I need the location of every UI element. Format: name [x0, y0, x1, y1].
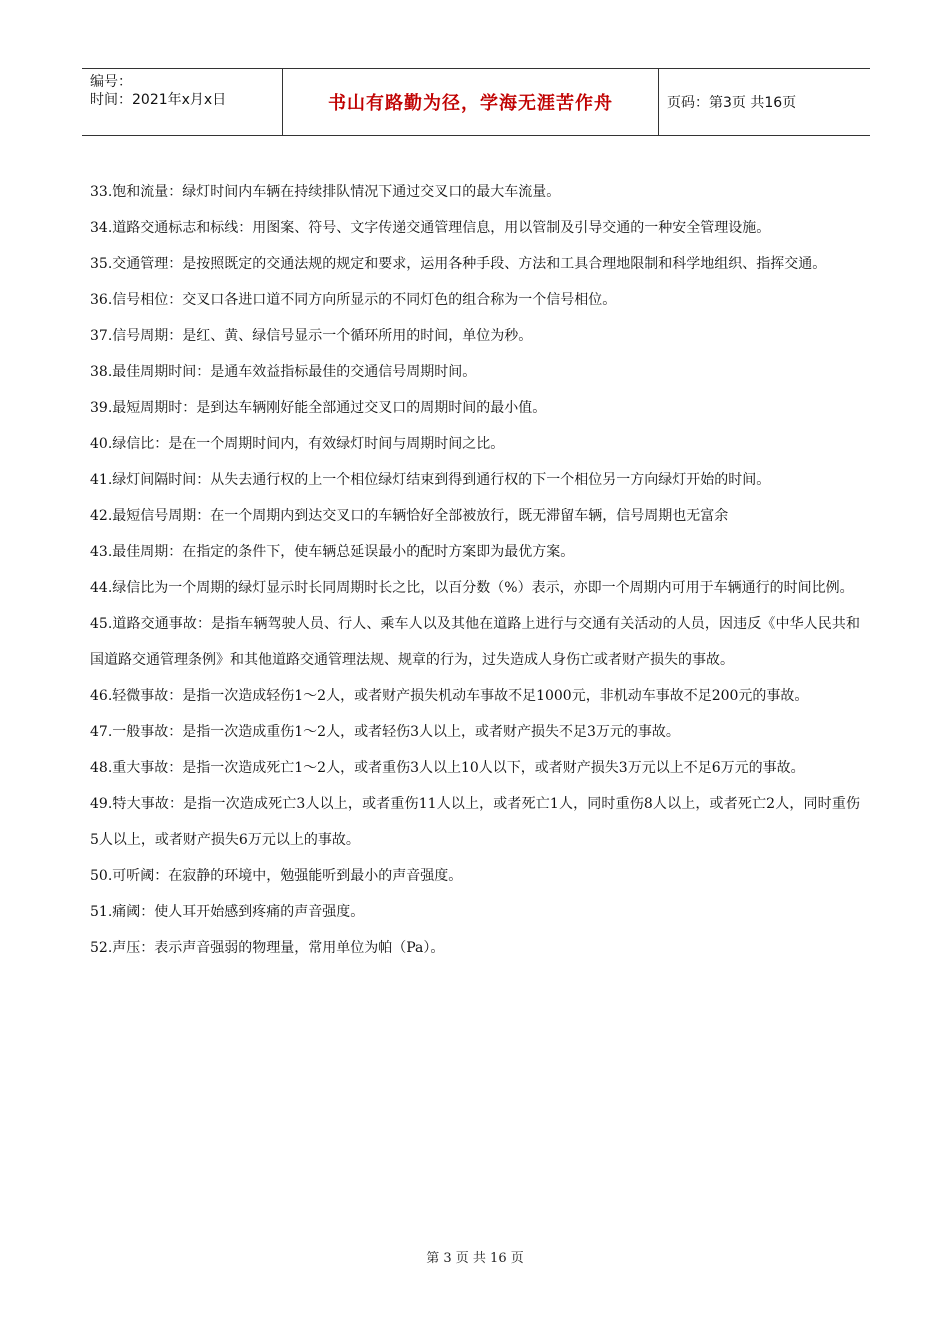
- definition-paragraph: 47.一般事故：是指一次造成重伤1～2人，或者轻伤3人以上，或者财产损失不足3万元的事故。: [90, 724, 680, 740]
- header-page-code: 页码：第3页 共16页: [667, 95, 797, 111]
- definition-paragraph: 44.绿信比为一个周期的绿灯显示时长同周期时长之比，以百分数（%）表示，亦即一个周期内可用于车辆通行的时间比例。: [90, 580, 854, 596]
- definition-paragraph: 38.最佳周期时间：是通车效益指标最佳的交通信号周期时间。: [90, 364, 477, 380]
- definition-paragraph: 42.最短信号周期：在一个周期内到达交叉口的车辆恰好全部被放行，既无滞留车辆，信号周期也无富余: [90, 508, 729, 524]
- header-left-cell: [82, 69, 283, 135]
- document-number-label: 编号：: [90, 74, 132, 90]
- definition-paragraph: 40.绿信比：是在一个周期时间内，有效绿灯时间与周期时间之比。: [90, 436, 505, 452]
- definition-paragraph: 43.最佳周期：在指定的条件下，使车辆总延误最小的配时方案即为最优方案。: [90, 544, 575, 560]
- page-footer: [0, 1247, 950, 1266]
- definition-paragraph: 48.重大事故：是指一次造成死亡1～2人，或者重伤3人以上10人以下，或者财产损失3万元以上不足6万元的事故。: [90, 760, 805, 776]
- definition-paragraph: 46.轻微事故：是指一次造成轻伤1～2人，或者财产损失机动车事故不足1000元，非机动车事故不足200元的事故。: [90, 688, 809, 704]
- document-body: [90, 174, 860, 966]
- definition-paragraph: 35.交通管理：是按照既定的交通法规的规定和要求，运用各种手段、方法和工具合理地限制和科学地组织、指挥交通。: [90, 256, 827, 272]
- definition-paragraph: 36.信号相位：交叉口各进口道不同方向所显示的不同灯色的组合称为一个信号相位。: [90, 292, 617, 308]
- header-motto: 书山有路勤为径，学海无涯苦作舟: [328, 93, 613, 114]
- definition-paragraph: 39.最短周期时：是到达车辆刚好能全部通过交叉口的周期时间的最小值。: [90, 400, 547, 416]
- definition-paragraph: 34.道路交通标志和标线：用图案、符号、文字传递交通管理信息，用以管制及引导交通的一种安全管理设施。: [90, 220, 771, 236]
- header-page-cell: [659, 69, 870, 135]
- document-time-label: 时间：2021年x月x日: [90, 92, 227, 108]
- definition-paragraph: 49.特大事故：是指一次造成死亡3人以上，或者重伤11人以上，或者死亡1人，同时重伤8人以上，或者死亡2人，同时重伤5人以上，或者财产损失6万元以上的事故。: [90, 796, 860, 848]
- definition-paragraph: 41.绿灯间隔时间：从失去通行权的上一个相位绿灯结束到得到通行权的下一个相位另一方向绿灯开始的时间。: [90, 472, 771, 488]
- page-header: [82, 68, 870, 136]
- definition-paragraph: 33.饱和流量：绿灯时间内车辆在持续排队情况下通过交叉口的最大车流量。: [90, 184, 561, 200]
- definition-paragraph: 52.声压：表示声音强弱的物理量，常用单位为帕（Pa）。: [90, 940, 445, 956]
- footer-page-number: 第 3 页 共 16 页: [426, 1251, 524, 1266]
- definition-paragraph: 37.信号周期：是红、黄、绿信号显示一个循环所用的时间，单位为秒。: [90, 328, 533, 344]
- header-motto-cell: [283, 69, 659, 135]
- definition-paragraph: 51.痛阈：使人耳开始感到疼痛的声音强度。: [90, 904, 365, 920]
- definition-paragraph: 45.道路交通事故：是指车辆驾驶人员、行人、乘车人以及其他在道路上进行与交通有关活动的人员，因违反《中华人民共和国道路交通管理条例》和其他道路交通管理法规、规章的行为，过失造成人身伤亡或者财产损失的事故。: [90, 616, 860, 668]
- definition-paragraph: 50.可听阈：在寂静的环境中，勉强能听到最小的声音强度。: [90, 868, 463, 884]
